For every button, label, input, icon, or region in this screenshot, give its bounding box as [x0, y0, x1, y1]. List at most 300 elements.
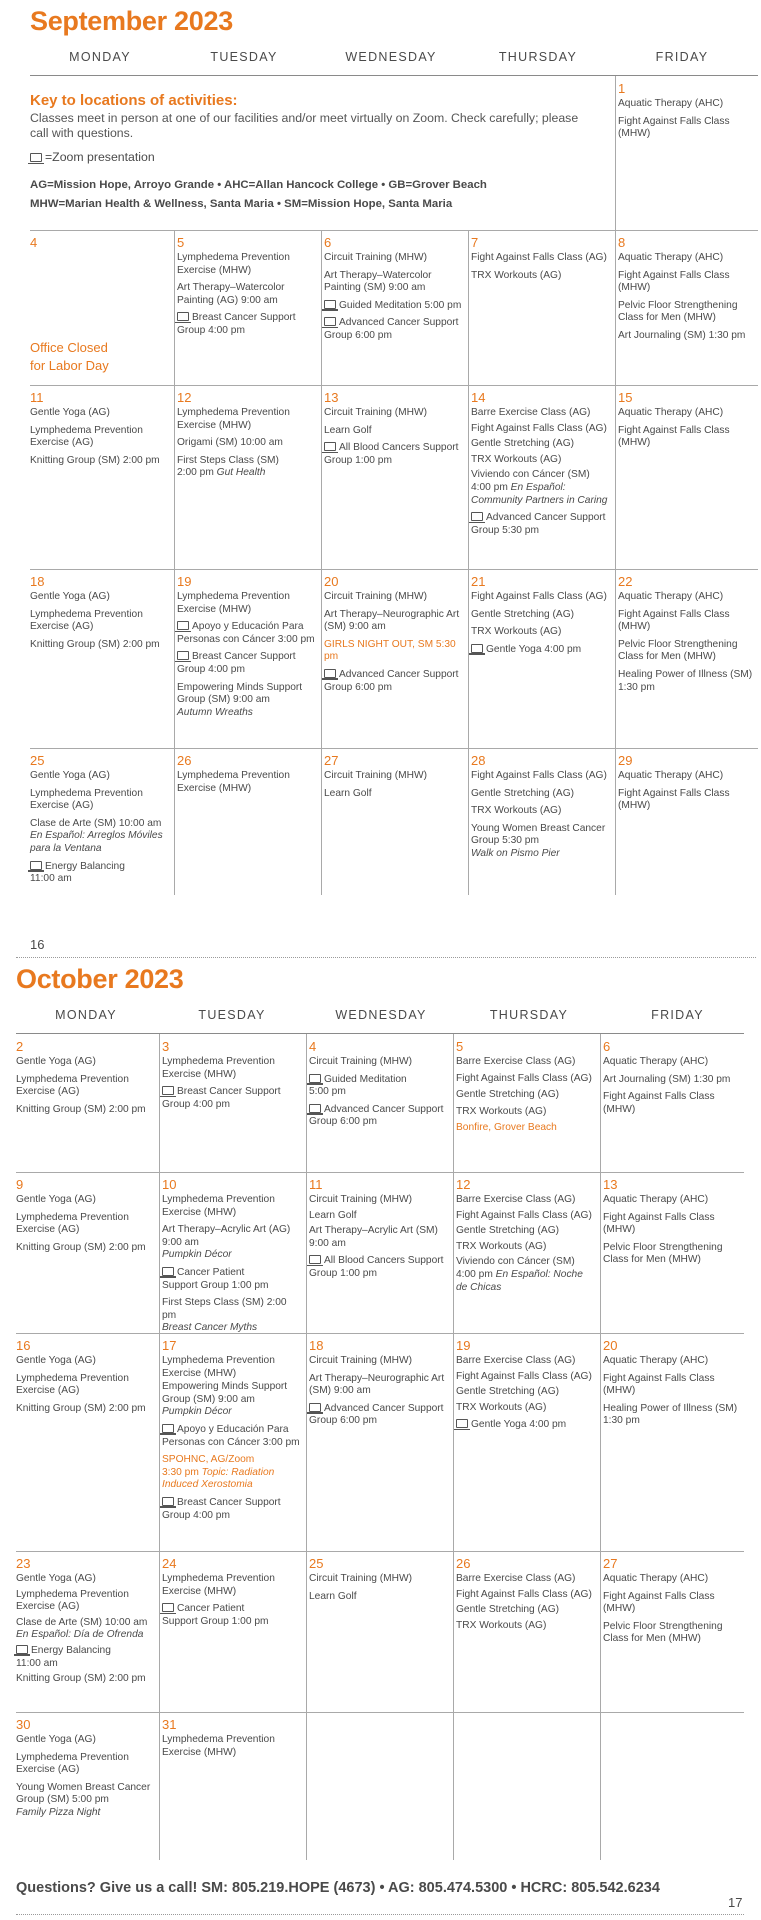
laptop-icon [30, 861, 42, 870]
event-topic: En Español: Noche de Chicas [456, 1268, 583, 1293]
laptop-icon [16, 1645, 28, 1654]
event-topic: Gut Health [216, 467, 266, 479]
event: Lymphedema Prevention Exercise (MHW) [162, 1056, 275, 1080]
event: Gentle Yoga (AG) [30, 407, 110, 418]
day-number: 25 [30, 753, 45, 768]
day-number: 26 [456, 1556, 471, 1571]
event-text: Advanced Cancer Support Group 6:00 pm [324, 668, 459, 693]
event [162, 1497, 303, 1522]
event [162, 1381, 303, 1419]
event-time: 4:00 pm [456, 1268, 493, 1280]
event: Pelvic Floor Strengthening Class for Men (MHW) [618, 299, 738, 324]
event: TRX Workouts (AG) [471, 626, 562, 638]
event: Fight Against Falls Class (MHW) [618, 787, 730, 812]
event [16, 1617, 156, 1642]
event: Fight Against Falls Class (MHW) [603, 1372, 715, 1397]
calendar-day [27, 385, 174, 569]
event: Aquatic Therapy (AHC) [603, 1194, 709, 1205]
page-bottom-divider [16, 1914, 744, 1915]
day-header-thursday: THURSDAY [498, 50, 578, 64]
laptop-icon [177, 651, 189, 660]
event: Gentle Stretching (AG) [471, 438, 575, 450]
event [177, 651, 318, 676]
page-number-16: 16 [30, 937, 45, 952]
event [471, 512, 612, 537]
day-number: 20 [324, 574, 339, 589]
event-text: Advanced Cancer Support Group 6:00 pm [324, 317, 459, 341]
event: Circuit Training (MHW) [324, 407, 428, 418]
event: Learn Golf [309, 1209, 357, 1221]
day-number: 8 [618, 235, 626, 250]
calendar-day [174, 569, 321, 748]
day-number: 6 [324, 235, 332, 250]
event: Lymphedema Prevention Exercise (AG) [30, 608, 143, 633]
calendar-day [453, 1034, 600, 1172]
laptop-icon [162, 1497, 174, 1506]
event-text: Breast Cancer Support Group 4:00 pm [177, 651, 296, 675]
event [456, 1256, 597, 1294]
event-text: First Steps Class (SM) [177, 454, 279, 466]
event-text: Advanced Cancer Support Group 6:00 pm [309, 1402, 444, 1427]
calendar-day [159, 1712, 306, 1860]
day-number: 27 [603, 1556, 618, 1571]
location-key [30, 92, 590, 214]
event [324, 442, 465, 467]
day-number: 21 [471, 574, 486, 589]
day-number: 16 [16, 1338, 31, 1353]
calendar-day [159, 1034, 306, 1172]
event: Aquatic Therapy (AHC) [603, 1573, 709, 1584]
event-text: Breast Cancer Support Group 4:00 pm [162, 1086, 281, 1110]
event: Gentle Yoga (AG) [30, 770, 110, 781]
event [162, 1086, 303, 1111]
laptop-icon [162, 1267, 174, 1276]
day-number: 31 [162, 1717, 177, 1732]
event [309, 1255, 450, 1280]
event: Lymphedema Prevention Exercise (AG) [16, 1372, 129, 1397]
day-number: 12 [456, 1177, 471, 1192]
laptop-icon [324, 669, 336, 678]
day-number: 26 [177, 753, 192, 768]
event: Lymphedema Prevention Exercise (AG) [30, 787, 143, 812]
event-text: Gentle Yoga 4:00 pm [471, 1419, 567, 1431]
october-title: October 2023 [16, 964, 184, 994]
day-number: 6 [603, 1039, 611, 1054]
event [309, 1403, 450, 1428]
event: Healing Power of Illness (SM) 1:30 pm [603, 1402, 738, 1427]
day-header-friday: FRIDAY [655, 50, 709, 64]
event: Aquatic Therapy (AHC) [603, 1056, 709, 1067]
key-locations-line-1: AG=Mission Hope, Arroyo Grande • AHC=Allan Hancock College • GB=Grover Beach [30, 179, 487, 191]
laptop-icon [324, 442, 336, 451]
event-text: Apoyo y Educación Para Personas con Cáncer 3:00 pm [177, 621, 315, 645]
event-topic: En Español: Arreglos Móviles para la Ventana [30, 830, 163, 854]
event-text: Guided Meditation [324, 1073, 407, 1085]
event-text: All Blood Cancers Support Group 1:00 pm [309, 1255, 444, 1279]
page-divider [16, 957, 756, 958]
event: TRX Workouts (AG) [471, 805, 562, 817]
calendar-day [453, 1172, 600, 1333]
event-text: Viviendo con Cáncer (SM) [456, 1256, 575, 1268]
event: Lymphedema Prevention Exercise (MHW) [177, 770, 290, 794]
event [324, 317, 465, 342]
event: Aquatic Therapy (AHC) [603, 1355, 709, 1366]
event-text: Viviendo con Cáncer (SM) [471, 469, 590, 481]
day-header-monday: MONDAY [69, 50, 131, 64]
event: Gentle Yoga (AG) [16, 1194, 96, 1205]
day-number: 2 [16, 1039, 24, 1054]
event: Gentle Stretching (AG) [456, 1604, 560, 1616]
event: Knitting Group (SM) 2:00 pm [16, 1241, 146, 1253]
event: Lymphedema Prevention Exercise (AG) [16, 1588, 129, 1613]
event-text: Clase de Arte (SM) 10:00 am [30, 817, 162, 829]
calendar-day [615, 230, 758, 385]
event: Fight Against Falls Class (AG) [456, 1209, 592, 1221]
event-special: GIRLS NIGHT OUT, SM 5:30 pm [324, 638, 456, 663]
event-text: Energy Balancing [45, 860, 125, 872]
event-text: Cancer Patient [177, 1603, 245, 1615]
calendar-day [13, 1034, 159, 1172]
event [324, 669, 465, 694]
event-text: Energy Balancing [31, 1644, 111, 1656]
laptop-icon [309, 1255, 321, 1264]
event: Lymphedema Prevention Exercise (MHW) [162, 1194, 275, 1218]
day-number: 15 [618, 390, 633, 405]
event: Aquatic Therapy (AHC) [618, 407, 724, 418]
event-special [162, 1454, 303, 1492]
event: Gentle Stretching (AG) [456, 1225, 560, 1237]
event [177, 455, 318, 480]
event: Barre Exercise Class (AG) [456, 1573, 576, 1584]
event-time: Support Group 1:00 pm [162, 1615, 269, 1627]
calendar-day [615, 76, 758, 230]
event: Fight Against Falls Class (AG) [471, 422, 607, 434]
event-topic: Walk on Pismo Pier [471, 847, 560, 859]
laptop-icon [309, 1074, 321, 1083]
day-number: 20 [603, 1338, 618, 1353]
event-topic: En Español: Community Partners in Caring [471, 481, 608, 506]
calendar-day [321, 230, 468, 385]
event-topic: Autumn Wreaths [177, 706, 253, 718]
day-number: 17 [162, 1338, 177, 1353]
event-text: Advanced Cancer Support Group 5:30 pm [471, 512, 606, 536]
key-zoom-legend [30, 150, 590, 164]
event: Art Therapy–Neurographic Art (SM) 9:00 am [324, 608, 460, 633]
laptop-icon [177, 621, 189, 630]
event-text: Young Women Breast Cancer Group (SM) 5:00 pm [16, 1781, 151, 1806]
event-special: Bonfire, Grover Beach [456, 1122, 557, 1134]
event-text: Breast Cancer Support Group 4:00 pm [162, 1496, 281, 1521]
event: Pelvic Floor Strengthening Class for Men (MHW) [618, 638, 738, 663]
day-header-thursday: THURSDAY [489, 1008, 569, 1022]
event: Gentle Stretching (AG) [471, 608, 575, 620]
day-header-friday: FRIDAY [651, 1008, 704, 1022]
day-header-wednesday: WEDNESDAY [345, 50, 437, 64]
calendar-day [13, 1551, 159, 1712]
calendar-day [159, 1551, 306, 1712]
day-number: 11 [309, 1177, 323, 1192]
laptop-icon [324, 300, 336, 309]
event [471, 823, 612, 861]
event: Circuit Training (MHW) [324, 252, 428, 263]
event: Barre Exercise Class (AG) [456, 1194, 576, 1205]
event: Art Journaling (SM) 1:30 pm [603, 1073, 731, 1085]
event: Art Therapy–Watercolor Painting (AG) 9:00 am [177, 282, 285, 306]
event: Circuit Training (MHW) [309, 1056, 413, 1067]
event: Origami (SM) 10:00 am [177, 437, 283, 449]
calendar-day [174, 385, 321, 569]
day-number: 14 [471, 390, 486, 405]
calendar-day [468, 385, 615, 569]
event: Aquatic Therapy (AHC) [618, 770, 724, 781]
event [309, 1104, 450, 1129]
calendar-day [321, 748, 468, 895]
event: Fight Against Falls Class (MHW) [618, 115, 730, 140]
day-number: 4 [309, 1039, 317, 1054]
contact-footer: Questions? Give us a call! SM: 805.219.HOPE (4673) • AG: 805.474.5300 • HCRC: 805.542.6234 [16, 1880, 660, 1896]
calendar-day [13, 1333, 159, 1551]
office-closed-text: Office Closed [30, 340, 108, 355]
day-number: 30 [16, 1717, 31, 1732]
event: Gentle Yoga (AG) [30, 591, 110, 602]
laptop-icon [456, 1419, 468, 1428]
calendar-day [159, 1333, 306, 1551]
day-number: 13 [324, 390, 339, 405]
event-text: First Steps Class (SM) 2:00 pm [162, 1297, 287, 1321]
event: Art Therapy–Neurographic Art (SM) 9:00 am [309, 1372, 445, 1397]
event-text: Young Women Breast Cancer Group 5:30 pm [471, 822, 606, 847]
event: Lymphedema Prevention Exercise (AG) [16, 1751, 129, 1776]
event: Knitting Group (SM) 2:00 pm [16, 1673, 146, 1685]
day-number: 19 [177, 574, 192, 589]
day-number: 18 [30, 574, 45, 589]
event [456, 1419, 597, 1432]
calendar-day [600, 1034, 747, 1172]
september-title: September 2023 [30, 6, 233, 36]
day-header-monday: MONDAY [55, 1008, 117, 1022]
event: Learn Golf [324, 424, 372, 436]
event: Barre Exercise Class (AG) [471, 407, 591, 418]
event-topic: Pumpkin Décor [162, 1249, 232, 1261]
event: Aquatic Therapy (AHC) [618, 252, 724, 263]
event: Learn Golf [309, 1590, 357, 1602]
calendar-day [306, 1034, 453, 1172]
event: Circuit Training (MHW) [309, 1573, 413, 1584]
event: Fight Against Falls Class (MHW) [618, 608, 730, 633]
laptop-icon [162, 1424, 174, 1433]
calendar-day [468, 748, 615, 895]
september-day-headers [30, 50, 758, 64]
event-text: Art Therapy–Acrylic Art (AG) 9:00 am [162, 1224, 291, 1248]
office-closed-note [30, 339, 109, 375]
event: Fight Against Falls Class (MHW) [603, 1590, 715, 1615]
event: Fight Against Falls Class (MHW) [618, 269, 730, 294]
laptop-icon [471, 644, 483, 653]
day-header-tuesday: TUESDAY [210, 50, 278, 64]
event-topic: En Español: Día de Ofrenda [16, 1629, 144, 1641]
event: Lymphedema Prevention Exercise (MHW) [177, 591, 290, 615]
event [162, 1603, 303, 1628]
event: Gentle Stretching (AG) [471, 787, 575, 799]
key-locations-line-2: MHW=Marian Health & Wellness, Santa Maria • SM=Mission Hope, Santa Maria [30, 198, 453, 210]
event [309, 1074, 450, 1099]
key-description: Classes meet in person at one of our facilities and/or meet virtually on Zoom. Check carefully; please call with questions. [30, 111, 579, 140]
event-time: Support Group 1:00 pm [162, 1279, 269, 1291]
event: TRX Workouts (AG) [471, 453, 562, 465]
event [162, 1267, 303, 1292]
event-text: Cancer Patient [177, 1266, 245, 1278]
october-day-headers [16, 1008, 751, 1022]
event-text: Clase de Arte (SM) 10:00 am [16, 1616, 148, 1628]
calendar-day [600, 1551, 747, 1712]
calendar-day [615, 569, 758, 748]
event [16, 1782, 156, 1820]
event: Knitting Group (SM) 2:00 pm [30, 454, 160, 466]
event: Circuit Training (MHW) [309, 1355, 413, 1366]
day-number: 19 [456, 1338, 471, 1353]
event: TRX Workouts (AG) [456, 1105, 547, 1117]
page-number-17: 17 [728, 1895, 743, 1910]
day-header-wednesday: WEDNESDAY [335, 1008, 427, 1022]
event [177, 621, 318, 646]
calendar-day [468, 569, 615, 748]
event: Lymphedema Prevention Exercise (AG) [16, 1073, 129, 1098]
day-number: 18 [309, 1338, 324, 1353]
event: Aquatic Therapy (AHC) [618, 98, 724, 109]
event-topic: Topic: Radiation Induced Xerostomia [162, 1466, 275, 1491]
event: Fight Against Falls Class (MHW) [618, 424, 730, 449]
event: Art Journaling (SM) 1:30 pm [618, 329, 746, 341]
event-time: 3:30 pm [162, 1466, 199, 1478]
event [177, 312, 318, 337]
event: Fight Against Falls Class (AG) [471, 770, 607, 781]
day-number: 5 [456, 1039, 464, 1054]
day-number: 12 [177, 390, 192, 405]
event: Fight Against Falls Class (AG) [456, 1370, 592, 1382]
event: Circuit Training (MHW) [324, 770, 428, 781]
calendar-day [174, 230, 321, 385]
event: Barre Exercise Class (AG) [456, 1355, 576, 1366]
day-number: 7 [471, 235, 479, 250]
event-text: All Blood Cancers Support Group 1:00 pm [324, 442, 459, 466]
event: Aquatic Therapy (AHC) [618, 591, 724, 602]
key-title: Key to locations of activities: [30, 92, 238, 109]
day-number: 13 [603, 1177, 618, 1192]
calendar-day [13, 1712, 159, 1860]
event: TRX Workouts (AG) [456, 1401, 547, 1413]
day-number: 25 [309, 1556, 324, 1571]
event-text: Apoyo y Educación Para Personas con Cáncer 3:00 pm [162, 1423, 300, 1448]
day-number: 24 [162, 1556, 177, 1571]
day-header-tuesday: TUESDAY [198, 1008, 266, 1022]
calendar-day [27, 748, 174, 895]
day-number: 27 [324, 753, 339, 768]
laptop-icon [162, 1603, 174, 1612]
event [471, 644, 612, 657]
event: Lymphedema Prevention Exercise (AG) [16, 1211, 129, 1236]
event: Lymphedema Prevention Exercise (MHW) [162, 1734, 275, 1758]
laptop-icon [162, 1086, 174, 1095]
day-number: 28 [471, 753, 486, 768]
event [30, 861, 171, 886]
event [162, 1297, 303, 1333]
calendar-day [600, 1333, 747, 1551]
day-number: 3 [162, 1039, 170, 1054]
event: Lymphedema Prevention Exercise (AG) [30, 424, 143, 449]
calendar-day [306, 1172, 453, 1333]
event-time: 2:00 pm [177, 467, 214, 479]
event: Fight Against Falls Class (AG) [471, 591, 607, 602]
event: Lymphedema Prevention Exercise (MHW) [177, 252, 290, 276]
event: Healing Power of Illness (SM) 1:30 pm [618, 668, 753, 693]
day-number: 29 [618, 753, 633, 768]
event: Fight Against Falls Class (AG) [456, 1588, 592, 1600]
event: Knitting Group (SM) 2:00 pm [16, 1402, 146, 1414]
event: Art Therapy–Acrylic Art (SM) 9:00 am [309, 1225, 438, 1249]
laptop-icon [177, 312, 189, 321]
calendar-day [468, 230, 615, 385]
calendar-day [600, 1172, 747, 1333]
day-number: 5 [177, 235, 185, 250]
event: TRX Workouts (AG) [456, 1240, 547, 1252]
event-topic: Breast Cancer Myths [162, 1322, 258, 1333]
event: Gentle Yoga (AG) [16, 1056, 96, 1067]
calendar-day [306, 1333, 453, 1551]
calendar-day [321, 569, 468, 748]
event-time: 4:00 pm [471, 481, 508, 493]
calendar-day [453, 1333, 600, 1551]
calendar-day [453, 1551, 600, 1712]
calendar-day [13, 1172, 159, 1333]
event: Gentle Yoga (AG) [16, 1355, 96, 1366]
laptop-icon [309, 1403, 321, 1412]
event-text: Breast Cancer Support Group 4:00 pm [177, 312, 296, 336]
event: Lymphedema Prevention Exercise (MHW) [162, 1573, 275, 1597]
event: Fight Against Falls Class (AG) [471, 252, 607, 263]
event-topic: Pumpkin Décor [162, 1406, 232, 1418]
event [471, 469, 612, 507]
calendar-day [615, 385, 758, 569]
labor-day-text: for Labor Day [30, 358, 109, 373]
event-text: Guided Meditation 5:00 pm [339, 299, 462, 311]
calendar-day [27, 569, 174, 748]
day-number: 10 [162, 1177, 177, 1192]
event-text: SPOHNC, AG/Zoom [162, 1454, 255, 1466]
event: Pelvic Floor Strengthening Class for Men (MHW) [603, 1241, 723, 1266]
event [162, 1424, 303, 1449]
event: Gentle Stretching (AG) [456, 1089, 560, 1101]
event: Art Therapy–Watercolor Painting (SM) 9:00 am [324, 269, 432, 294]
laptop-icon [30, 153, 42, 162]
event: Knitting Group (SM) 2:00 pm [30, 638, 160, 650]
laptop-icon [471, 512, 483, 521]
event [324, 300, 465, 313]
event-text: Advanced Cancer Support Group 6:00 pm [309, 1103, 444, 1128]
day-number: 23 [16, 1556, 31, 1571]
event: Pelvic Floor Strengthening Class for Men (MHW) [603, 1620, 723, 1645]
event-text: Gentle Yoga 4:00 pm [486, 643, 582, 655]
event-text: Empowering Minds Support Group (SM) 9:00 am [177, 681, 303, 706]
calendar-day [615, 748, 758, 895]
day-number: 9 [16, 1177, 24, 1192]
day-number: 11 [30, 390, 44, 405]
day-number: 1 [618, 81, 626, 96]
event: TRX Workouts (AG) [471, 269, 562, 281]
event [162, 1224, 303, 1262]
calendar-day [306, 1551, 453, 1712]
calendar-day [174, 748, 321, 895]
event [30, 818, 171, 856]
